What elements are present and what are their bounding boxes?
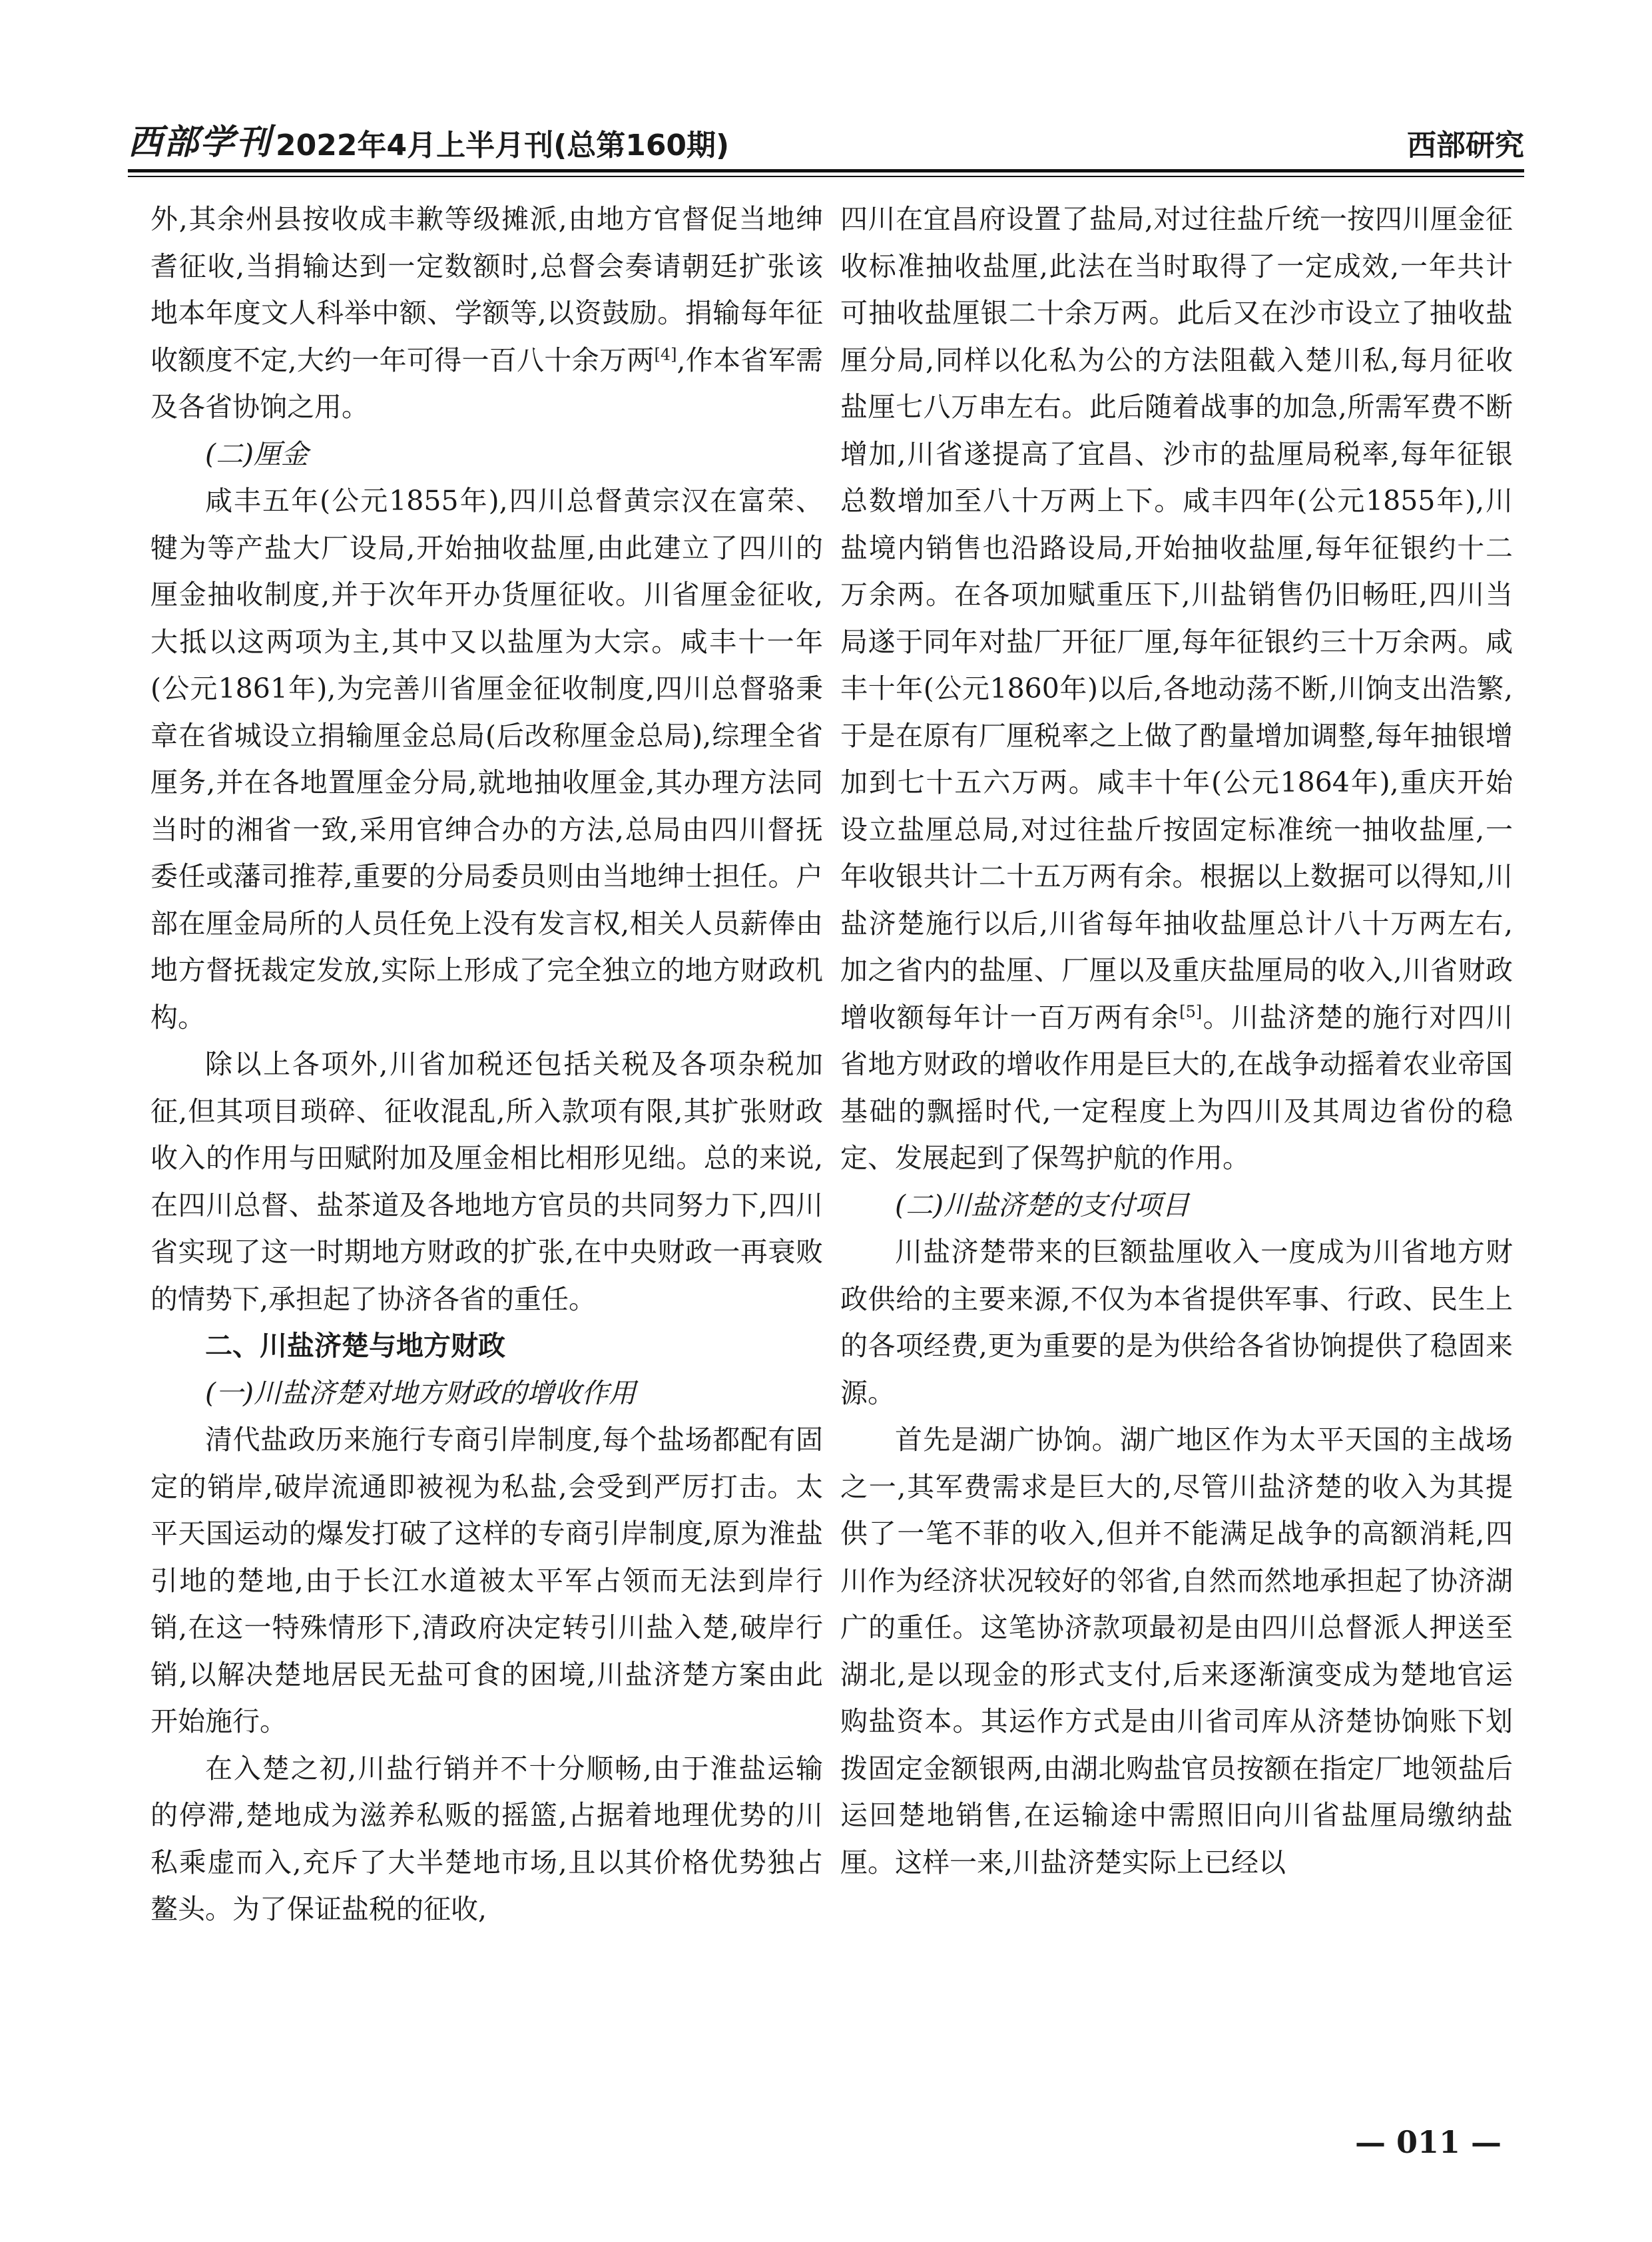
page-number: — 011 —: [1354, 2124, 1502, 2160]
header-rule-thick: [128, 169, 1524, 172]
paragraph-text: (二)川盐济楚的支付项目: [895, 1189, 1189, 1221]
paragraph: [840, 1229, 1513, 1416]
paragraph-text: 除以上各项外,川省加税还包括关税及各项杂税加征,但其项目琐碎、征收混乱,所入款项有限,其扩张财政收入的作用与田赋附加及厘金相比相形见绌。总的来说,在四川总督、盐茶道及各地地方官员的共同努力下,四川省实现了这一时期地方财政的扩张,在中央财政一再衰败的情势下,承担起了协济各省的重任。: [150, 1048, 823, 1315]
page-header: [128, 112, 1524, 164]
section-heading: [150, 1322, 823, 1370]
paragraph-text: 咸丰五年(公元1855年),四川总督黄宗汉在富荣、犍为等产盐大厂设局,开始抽收盐厘,由此建立了四川的厘金抽收制度,并于次年开办货厘征收。川省厘金征收,大抵以这两项为主,其中又以盐厘为大宗。咸丰十一年(公元1861年),为完善川省厘金征收制度,四川总督骆秉章在省城设立捐输厘金总局(后改称厘金总局),综理全省厘务,并在各地置厘金分局,就地抽收厘金,其办理方法同当时的湘省一致,采用官绅合办的方法,总局由四川督抚委任或藩司推荐,重要的分局委员则由当地绅士担任。户部在厘金局所的人员任免上没有发言权,相关人员薪俸由地方督抚裁定发放,实际上形成了完全独立的地方财政机构。: [150, 485, 823, 1033]
paragraph: [840, 1416, 1513, 1886]
header-rule-thin: [128, 176, 1524, 177]
journal-title-group: [128, 114, 729, 164]
left-column: [150, 196, 823, 1933]
paragraph-text: (二)厘金: [205, 437, 308, 470]
section-label: 西部研究: [1407, 129, 1524, 162]
citation-ref: [5]: [1179, 1001, 1203, 1021]
subsection-heading: [840, 1182, 1513, 1229]
subsection-heading: [150, 431, 823, 478]
paragraph-text-after: 。川盐济楚的施行对四川省地方财政的增收作用是巨大的,在战争动摇着农业帝国基础的飘摇时代,一定程度上为四川及其周边省份的稳定、发展起到了保驾护航的作用。: [840, 1001, 1514, 1174]
paragraph: [150, 1745, 823, 1933]
issue-label: 2022年4月上半月刊(总第160期): [276, 129, 730, 162]
paragraph-text: 清代盐政历来施行专商引岸制度,每个盐场都配有固定的销岸,破岸流通即被视为私盐,会受到严厉打击。太平天国运动的爆发打破了这样的专商引岸制度,原为淮盐引地的楚地,由于长江水道被太平军占领而无法到岸行销,在这一特殊情形下,清政府决定转引川盐入楚,破岸行销,以解决楚地居民无盐可食的困境,川盐济楚方案由此开始施行。: [150, 1424, 823, 1737]
paragraph-text: 首先是湖广协饷。湖广地区作为太平天国的主战场之一,其军费需求是巨大的,尽管川盐济楚的收入为其提供了一笔不菲的收入,但并不能满足战争的高额消耗,四川作为经济状况较好的邻省,自然而然地承担起了协济湖广的重任。这笔协济款项最初是由四川总督派人押送至湖北,是以现金的形式支付,后来逐渐演变成为楚地官运购盐资本。其运作方式是由川省司库从济楚协饷账下划拨固定金额银两,由湖北购盐官员按额在指定厂地领盐后运回楚地销售,在运输途中需照旧向川省盐厘局缴纳盐厘。这样一来,川盐济楚实际上已经以: [840, 1424, 1513, 1878]
citation-ref: [4]: [654, 344, 677, 364]
paragraph: [150, 1416, 823, 1745]
paragraph-text-after: ,作本省军需及各省协饷之用。: [150, 344, 823, 423]
subsection-heading: [150, 1370, 823, 1417]
paragraph: [150, 1041, 823, 1322]
paragraph-text: (一)川盐济楚对地方财政的增收作用: [205, 1376, 636, 1409]
paragraph-text: 四川在宜昌府设置了盐局,对过往盐斤统一按四川厘金征收标准抽收盐厘,此法在当时取得了一定成效,一年共计可抽收盐厘银二十余万两。此后又在沙市设立了抽收盐厘分局,同样以化私为公的方法阻截入楚川私,每月征收盐厘七八万串左右。此后随着战事的加急,所需军费不断增加,川省遂提高了宜昌、沙市的盐厘局税率,每年征银总数增加至八十万两上下。咸丰四年(公元1855年),川盐境内销售也沿路设局,开始抽收盐厘,每年征银约十二万余两。在各项加赋重压下,川盐销售仍旧畅旺,四川当局遂于同年对盐厂开征厂厘,每年征银约三十万余两。咸丰十年(公元1860年)以后,各地动荡不断,川饷支出浩繁,于是在原有厂厘税率之上做了酌量增加调整,每年抽银增加到七十五六万两。咸丰十年(公元1864年),重庆开始设立盐厘总局,对过往盐斤按固定标准统一抽收盐厘,一年收银共计二十五万两有余。根据以上数据可以得知,川盐济楚施行以后,川省每年抽收盐厘总计八十万两左右,加之省内的盐厘、厂厘以及重庆盐厘局的收入,川省财政增收额每年计一百万两有余: [840, 203, 1513, 1033]
paragraph-text: 川盐济楚带来的巨额盐厘收入一度成为川省地方财政供给的主要来源,不仅为本省提供军事、行政、民生上的各项经费,更为重要的是为供给各省协饷提供了稳固来源。: [840, 1236, 1513, 1409]
paragraph: [840, 196, 1513, 1182]
paragraph: [150, 477, 823, 1041]
journal-logo: 西部学刊: [128, 122, 272, 162]
right-column: [840, 196, 1513, 1886]
paragraph-text: 二、川盐济楚与地方财政: [205, 1330, 505, 1362]
paragraph-text: 在入楚之初,川盐行销并不十分顺畅,由于淮盐运输的停滞,楚地成为滋养私贩的摇篮,占据着地理优势的川私乘虚而入,充斥了大半楚地市场,且以其价格优势独占鳌头。为了保证盐税的征收,: [150, 1752, 823, 1925]
paragraph-text: 外,其余州县按收成丰歉等级摊派,由地方官督促当地绅耆征收,当捐输达到一定数额时,总督会奏请朝廷扩张该地本年度文人科举中额、学额等,以资鼓励。捐输每年征收额度不定,大约一年可得一百八十余万两: [150, 203, 823, 376]
paragraph: [150, 196, 823, 431]
